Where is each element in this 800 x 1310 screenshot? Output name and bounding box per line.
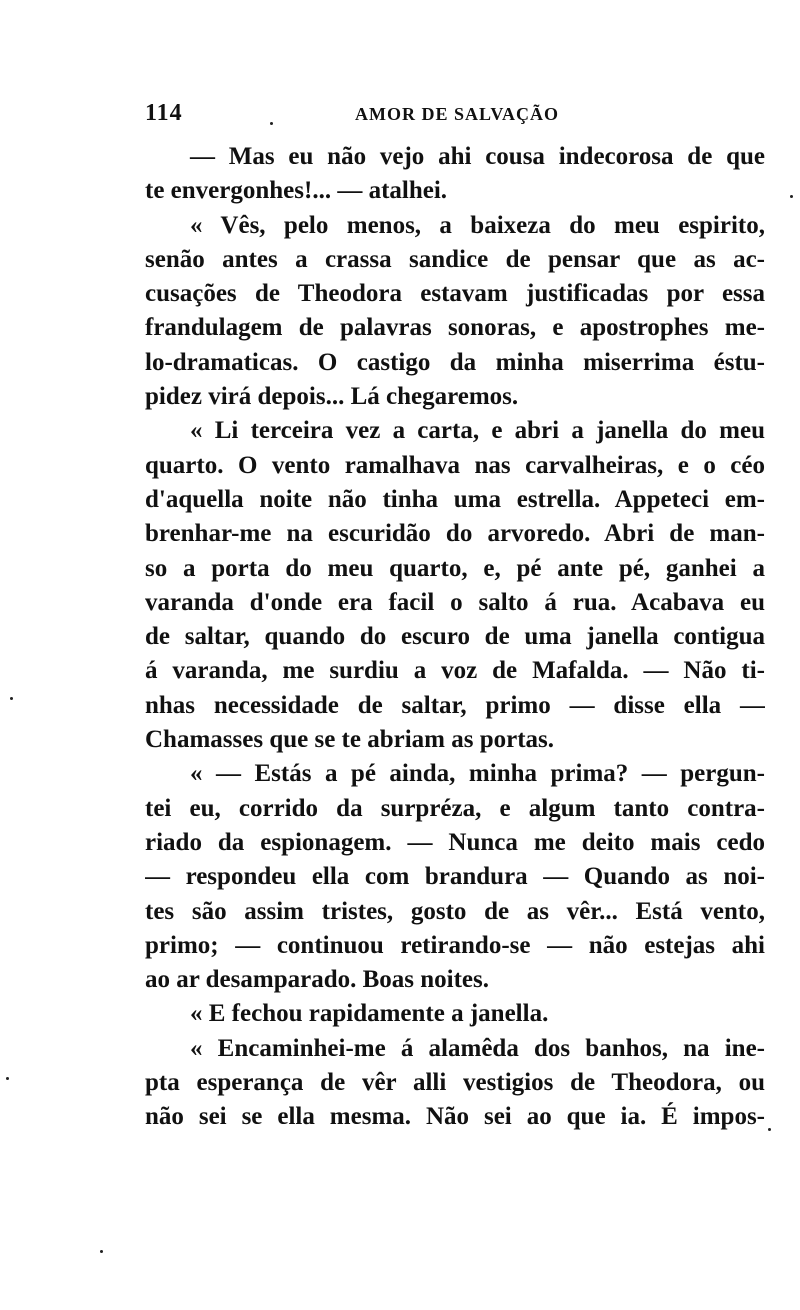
- text-line: primo; — continuou retirando-se — não estejas ahi: [145, 931, 765, 959]
- page-header: [145, 100, 765, 130]
- text-line: cusações de Theodora estavam justificadas por essa: [145, 280, 765, 308]
- ink-speck: [100, 1250, 103, 1253]
- ink-speck: [768, 1128, 771, 1131]
- text-line: te envergonhes!... — atalhei.: [145, 177, 448, 205]
- text-line: pidez virá depois... Lá chegaremos.: [145, 383, 519, 411]
- text-line: ao ar desamparado. Boas noites.: [145, 966, 490, 994]
- ink-speck: [10, 697, 13, 700]
- text-line: não sei se ella mesma. Não sei ao que ia. É impos-: [145, 1103, 765, 1131]
- text-line: á varanda, me surdiu a voz de Mafalda. — Não ti-: [145, 657, 765, 685]
- text-line: « E fechou rapidamente a janella.: [190, 1000, 549, 1028]
- text-line: « Encaminhei-me á alamêda dos banhos, na ine-: [190, 1034, 765, 1062]
- text-line: « Li terceira vez a carta, e abri a janella do meu: [190, 417, 765, 445]
- text-line: d'aquella noite não tinha uma estrella. Appeteci em-: [145, 485, 765, 513]
- text-line: Chamasses que se te abriam as portas.: [145, 726, 555, 754]
- text-line: nhas necessidade de saltar, primo — disse ella —: [145, 691, 765, 719]
- text-line: senão antes a crassa sandice de pensar que as ac-: [145, 245, 765, 273]
- text-line: varanda d'onde era facil o salto á rua. Acabava eu: [145, 588, 765, 616]
- text-line: quarto. O vento ramalhava nas carvalheiras, e o céo: [145, 451, 765, 479]
- ink-speck: [790, 195, 793, 198]
- text-line: de saltar, quando do escuro de uma janella contigua: [145, 623, 765, 651]
- text-line: so a porta do meu quarto, e, pé ante pé, ganhei a: [145, 554, 765, 582]
- text-line: « Vês, pelo menos, a baixeza do meu espirito,: [190, 211, 765, 239]
- running-title: AMOR DE SALVAÇÃO: [355, 104, 560, 124]
- text-line: riado da espionagem. — Nunca me deito mais cedo: [145, 828, 765, 856]
- text-line: — Mas eu não vejo ahi cousa indecorosa de que: [190, 143, 765, 170]
- ink-speck: [270, 122, 273, 125]
- text-line: lo-dramaticas. O castigo da minha miserrima éstu-: [145, 348, 765, 376]
- text-line: tei eu, corrido da surpréza, e algum tanto contra-: [145, 794, 765, 822]
- page-number: 114: [145, 100, 183, 126]
- text-line: — respondeu ella com brandura — Quando as noi-: [145, 863, 765, 891]
- text-line: brenhar-me na escuridão do arvoredo. Abri de man-: [145, 520, 765, 548]
- text-line: « — Estás a pé ainda, minha prima? — pergun-: [190, 760, 765, 788]
- text-line: pta esperança de vêr alli vestigios de Theodora, ou: [145, 1069, 765, 1097]
- text-line: frandulagem de palavras sonoras, e apostrophes me-: [145, 314, 765, 342]
- ink-speck: [6, 1077, 9, 1080]
- text-line: tes são assim tristes, gosto de as vêr... Está vento,: [145, 897, 765, 925]
- body-text: [145, 140, 765, 1135]
